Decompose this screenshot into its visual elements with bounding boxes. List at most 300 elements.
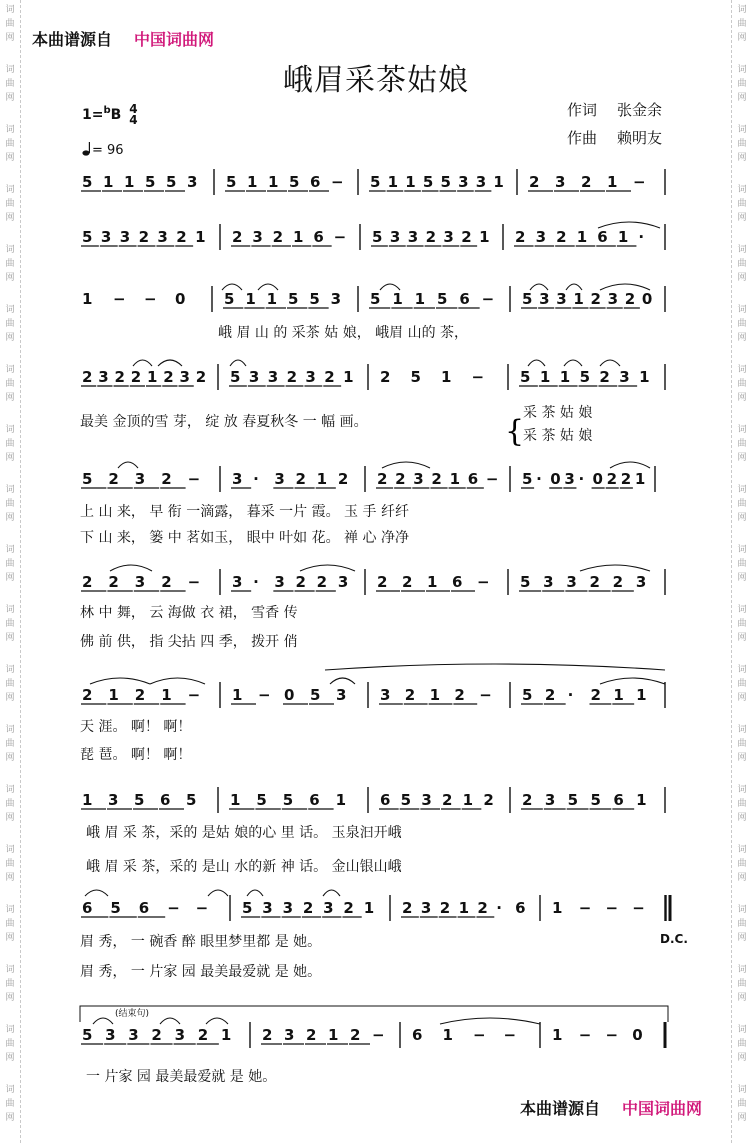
note: 6 <box>467 470 479 488</box>
note: 1 <box>392 290 403 308</box>
watermark-char: 词 <box>5 305 15 315</box>
watermark-char: 词 <box>5 965 15 975</box>
note: 5 <box>370 173 381 191</box>
note: 1 <box>82 791 93 809</box>
note: − <box>578 1026 592 1044</box>
note: 3 <box>282 899 294 917</box>
note: 1 <box>458 899 470 917</box>
note: 6 <box>380 791 391 809</box>
note: 3 <box>443 228 454 246</box>
watermark-char: 曲 <box>737 79 747 89</box>
watermark-char: 曲 <box>737 259 747 269</box>
watermark-char: 曲 <box>737 679 747 689</box>
note: 2 <box>197 1026 209 1044</box>
note: − <box>578 899 592 917</box>
note: 2 <box>556 228 567 246</box>
key-prefix: 1= <box>82 107 104 123</box>
note: 6 <box>515 899 526 917</box>
watermark-char: 曲 <box>737 799 747 809</box>
note: − <box>113 290 126 308</box>
watermark-char: 网 <box>737 513 747 523</box>
note: − <box>372 1026 385 1044</box>
note: 3 <box>330 290 342 308</box>
note: 1 <box>405 173 416 191</box>
watermark-char: 网 <box>737 693 747 703</box>
note: 6 <box>459 290 470 308</box>
note: 2 <box>151 1026 162 1044</box>
watermark-char: 词 <box>5 845 15 855</box>
note: 2 <box>612 573 624 591</box>
watermark-char: 词 <box>5 1025 15 1035</box>
note: 3 <box>389 228 401 246</box>
watermark-char: 曲 <box>5 799 15 809</box>
note: 2 <box>161 470 172 488</box>
note: 2 <box>82 368 93 386</box>
note: 2 <box>606 470 618 488</box>
note: 5 <box>186 791 197 809</box>
note: · <box>253 470 259 488</box>
note: 1 <box>573 290 584 308</box>
watermark-char: 曲 <box>5 679 15 689</box>
watermark-char: 曲 <box>737 559 747 569</box>
note: 1 <box>639 368 650 386</box>
note: 2 <box>108 470 119 488</box>
note: 5 <box>110 899 121 917</box>
note: − <box>187 573 201 591</box>
note: 3 <box>564 470 575 488</box>
slur-arc <box>247 890 263 896</box>
watermark-char: 网 <box>737 873 747 883</box>
note: 3 <box>555 173 566 191</box>
note: 2 <box>272 228 284 246</box>
note: 2 <box>515 228 526 246</box>
note: 1 <box>108 686 119 704</box>
watermark-char: 网 <box>737 933 747 943</box>
source-credit-bottom <box>520 1096 702 1119</box>
note: 5 <box>522 686 533 704</box>
note: 3 <box>543 573 554 591</box>
watermark-char: 网 <box>737 573 747 583</box>
watermark-char: 曲 <box>5 859 15 869</box>
slur-arc <box>382 462 430 468</box>
watermark-char: 网 <box>5 513 15 523</box>
watermark-char: 网 <box>5 753 15 763</box>
watermark-char: 网 <box>737 813 747 823</box>
note: 2 <box>130 368 142 386</box>
note: 2 <box>431 470 442 488</box>
lyricist-label: 作词 <box>567 101 598 119</box>
note: 5 <box>370 290 381 308</box>
note: 2 <box>402 573 413 591</box>
note: − <box>258 686 271 704</box>
note: 5 <box>437 290 448 308</box>
watermark-char: 曲 <box>5 979 15 989</box>
note: 1 <box>220 1026 232 1044</box>
watermark-char: 网 <box>737 273 747 283</box>
note: − <box>167 899 180 917</box>
note: 2 <box>108 573 119 591</box>
dc-mark: D.C. <box>660 932 688 946</box>
note: 2 <box>590 290 601 308</box>
note: 6 <box>82 899 93 917</box>
note: − <box>481 290 495 308</box>
lyric-line: 峨 眉 采 茶，采的 是山 水的新 神 话。 金山银山峨 <box>86 859 402 875</box>
note: 3 <box>284 1026 295 1044</box>
note: 2 <box>425 228 437 246</box>
note: 1 <box>363 899 375 917</box>
watermark-char: 词 <box>737 5 747 15</box>
note: 3 <box>134 573 146 591</box>
key-tonic: B <box>110 107 122 123</box>
slur-arc <box>600 678 665 684</box>
note: 2 <box>529 173 540 191</box>
note: 3 <box>458 173 469 191</box>
watermark-char: 网 <box>737 993 747 1003</box>
watermark-char: 曲 <box>737 499 747 509</box>
note: 3 <box>128 1026 139 1044</box>
note: 1 <box>576 228 588 246</box>
watermark-char: 词 <box>737 845 747 855</box>
source-site-link[interactable]: 中国词曲网 <box>134 30 215 49</box>
note: 1 <box>230 791 241 809</box>
watermark-char: 网 <box>737 393 747 403</box>
watermark-char: 词 <box>5 725 15 735</box>
watermark-char: 词 <box>737 365 747 375</box>
note: 1 <box>636 791 647 809</box>
watermark-char: 网 <box>5 573 15 583</box>
watermark-char: 曲 <box>737 319 747 329</box>
note: 6 <box>613 791 624 809</box>
note: · <box>496 899 502 917</box>
slur-arc <box>208 890 228 896</box>
note: 3 <box>232 470 243 488</box>
note: − <box>187 686 201 704</box>
watermark-char: 曲 <box>5 439 15 449</box>
watermark-char: 词 <box>737 185 747 195</box>
lyric-line: 眉 秀， 一 碗香 醉 眼里梦里都 是 她。 <box>80 934 322 950</box>
watermark-char: 网 <box>5 1053 15 1063</box>
watermark-char: 词 <box>5 1085 15 1095</box>
note: 5 <box>82 173 93 191</box>
note: 1 <box>636 686 647 704</box>
composer-label: 作曲 <box>567 129 598 147</box>
note: 2 <box>114 368 125 386</box>
note: 2 <box>404 686 416 704</box>
note: 5 <box>289 173 300 191</box>
slur-arc <box>158 360 182 366</box>
watermark-char: 词 <box>737 905 747 915</box>
note: 1 <box>552 899 563 917</box>
note: − <box>477 573 490 591</box>
note: 3 <box>544 791 556 809</box>
note: 2 <box>286 368 298 386</box>
note: · <box>638 228 645 246</box>
watermark-char: 网 <box>5 813 15 823</box>
watermark-char: 网 <box>5 33 15 43</box>
note: 1 <box>613 686 624 704</box>
note: 2 <box>306 1026 317 1044</box>
note: 6 <box>310 173 321 191</box>
slur-arc <box>440 1018 540 1024</box>
note: 3 <box>232 573 243 591</box>
note: 5 <box>82 1026 93 1044</box>
note: 3 <box>535 228 547 246</box>
slur-arc <box>118 462 138 468</box>
watermark-char: 词 <box>737 545 747 555</box>
note: 5 <box>410 368 421 386</box>
note: 2 <box>402 899 413 917</box>
watermark-char: 词 <box>737 605 747 615</box>
note: 5 <box>309 290 320 308</box>
note: 1 <box>266 290 278 308</box>
note: 3 <box>187 173 198 191</box>
note: 5 <box>520 573 531 591</box>
slur-arc <box>150 678 205 684</box>
note: · <box>567 686 574 704</box>
watermark-char: 网 <box>737 1053 747 1063</box>
note: 2 <box>442 791 453 809</box>
note: · <box>578 470 585 488</box>
note: 1 <box>103 173 114 191</box>
note: 5 <box>82 228 93 246</box>
watermark-char: 词 <box>5 905 15 915</box>
note: 3 <box>274 573 285 591</box>
note: 5 <box>567 791 579 809</box>
slur-arc <box>160 1018 180 1024</box>
note: 0 <box>592 470 603 488</box>
slur-arc <box>580 565 650 571</box>
flat-sign: b <box>103 105 111 116</box>
note: 0 <box>641 290 653 308</box>
note: 1 <box>462 791 474 809</box>
note: 5 <box>310 686 321 704</box>
watermark-char: 曲 <box>5 919 15 929</box>
slur-arc <box>85 890 108 896</box>
note: 5 <box>400 791 412 809</box>
watermark-char: 曲 <box>737 1099 747 1109</box>
watermark-char: 词 <box>737 725 747 735</box>
note: − <box>485 470 499 488</box>
lyric-line: 最美 金顶的雪 芽， 绽 放 春夏秋冬 一 幅 画。 <box>80 414 368 430</box>
note: 1 <box>617 228 629 246</box>
note: 2 <box>195 368 207 386</box>
note: 1 <box>245 290 256 308</box>
watermark-char: 曲 <box>5 499 15 509</box>
lyric-line: 采 茶 姑 娘 <box>523 405 593 421</box>
slur-arc <box>528 360 545 366</box>
lyric-line: 采 茶 姑 娘 <box>523 428 593 444</box>
watermark-char: 网 <box>5 273 15 283</box>
watermark-char: 曲 <box>737 199 747 209</box>
note: 2 <box>343 899 354 917</box>
note: 2 <box>350 1026 361 1044</box>
slur-arc <box>133 360 152 366</box>
slur-arc <box>610 462 650 468</box>
watermark-char: 网 <box>737 93 747 103</box>
song-title: 峨眉采茶姑娘 <box>283 63 469 98</box>
note: 5 <box>522 470 533 488</box>
watermark-char: 曲 <box>5 199 15 209</box>
note: 1 <box>539 368 551 386</box>
note: 6 <box>160 791 171 809</box>
note: 3 <box>108 791 119 809</box>
note: 2 <box>161 573 172 591</box>
note: − <box>473 1026 486 1044</box>
watermark-char: 曲 <box>5 1039 15 1049</box>
note: 3 <box>262 899 273 917</box>
note: 6 <box>309 791 320 809</box>
watermark-char: 词 <box>737 305 747 315</box>
note: 0 <box>284 686 295 704</box>
note: 2 <box>295 470 306 488</box>
note: 0 <box>550 470 561 488</box>
watermark-char: 网 <box>5 333 15 343</box>
watermark-char: 词 <box>737 965 747 975</box>
note: 2 <box>454 686 465 704</box>
note: 5 <box>242 899 253 917</box>
note: 3 <box>305 368 316 386</box>
note: 3 <box>619 368 630 386</box>
note: 3 <box>420 899 432 917</box>
slur-arc <box>90 678 150 684</box>
tempo-value: = 96 <box>92 143 124 158</box>
slur-arc <box>93 1018 113 1024</box>
note: 2 <box>377 470 388 488</box>
watermark-char: 曲 <box>737 619 747 629</box>
lyricist-name: 张金余 <box>617 101 663 119</box>
note: 6 <box>412 1026 423 1044</box>
note: 5 <box>579 368 591 386</box>
watermark-char: 词 <box>737 785 747 795</box>
note: 2 <box>176 228 187 246</box>
verse-brace: { <box>505 414 525 449</box>
note: 2 <box>82 686 93 704</box>
note: 3 <box>566 573 577 591</box>
watermark-char: 曲 <box>737 979 747 989</box>
watermark-char: 网 <box>5 873 15 883</box>
slur-arc <box>564 360 582 366</box>
watermark-char: 网 <box>737 753 747 763</box>
note: 3 <box>274 470 285 488</box>
watermark-char: 曲 <box>5 19 15 29</box>
watermark-char: 网 <box>5 453 15 463</box>
note: 2 <box>581 173 592 191</box>
lyric-line: 天 涯。 啊！ 啊！ <box>80 719 192 735</box>
slur-arc <box>206 1018 228 1024</box>
note: 2 <box>380 368 391 386</box>
note: 3 <box>323 899 334 917</box>
watermark-char: 网 <box>5 93 15 103</box>
watermark-char: 词 <box>737 665 747 675</box>
note: − <box>605 899 619 917</box>
note: 2 <box>590 686 601 704</box>
note: 1 <box>82 290 93 308</box>
note: 1 <box>161 686 172 704</box>
watermark-char: 词 <box>737 425 747 435</box>
watermark-char: 网 <box>737 33 747 43</box>
note: 1 <box>195 228 206 246</box>
watermark-char: 网 <box>5 213 15 223</box>
note: 2 <box>599 368 610 386</box>
note: 3 <box>407 228 419 246</box>
lyric-line: 佛 前 供， 指 尖拈 四 季， 拨开 俏 <box>80 634 298 650</box>
note: 3 <box>475 173 487 191</box>
note: − <box>195 899 209 917</box>
watermark-char: 词 <box>5 545 15 555</box>
note: 1 <box>441 368 452 386</box>
note: − <box>471 368 485 386</box>
time-top: 4 <box>129 102 138 116</box>
note: 3 <box>174 1026 186 1044</box>
watermark-char: 词 <box>5 5 15 15</box>
watermark-char: 曲 <box>737 739 747 749</box>
note: 3 <box>337 573 349 591</box>
note: − <box>479 686 492 704</box>
note: 1 <box>449 470 461 488</box>
note: 1 <box>634 470 646 488</box>
slur-arc <box>330 678 355 684</box>
note: 1 <box>316 470 328 488</box>
note: 3 <box>248 368 260 386</box>
note: 5 <box>82 470 93 488</box>
watermark-char: 词 <box>5 245 15 255</box>
note: 5 <box>372 228 383 246</box>
note: 3 <box>267 368 279 386</box>
note: − <box>633 173 646 191</box>
slur-arc <box>600 360 620 366</box>
note: 3 <box>179 368 190 386</box>
note: − <box>605 1026 619 1044</box>
note: 6 <box>313 228 324 246</box>
note: 5 <box>522 290 533 308</box>
note: 1 <box>414 290 426 308</box>
note: · <box>536 470 542 488</box>
note: 6 <box>138 899 150 917</box>
watermark-char: 曲 <box>5 139 15 149</box>
note: − <box>632 899 645 917</box>
note: 2 <box>316 573 328 591</box>
note: 2 <box>295 573 306 591</box>
note: 1 <box>328 1026 339 1044</box>
watermark-char: 词 <box>5 605 15 615</box>
note: 2 <box>302 899 314 917</box>
note: 3 <box>134 470 146 488</box>
note: 3 <box>380 686 391 704</box>
note: 1 <box>343 368 354 386</box>
note: 2 <box>134 686 146 704</box>
composer-name: 赖明友 <box>617 129 663 147</box>
note: 5 <box>282 791 294 809</box>
slur-arc <box>323 890 340 896</box>
watermark-char: 曲 <box>737 439 747 449</box>
watermark-char: 网 <box>5 633 15 643</box>
slur-arc <box>300 565 355 571</box>
note: 1 <box>268 173 279 191</box>
watermark-char: 曲 <box>5 379 15 389</box>
note: 2 <box>82 573 93 591</box>
note: · <box>253 573 259 591</box>
note: 3 <box>100 228 112 246</box>
note: 5 <box>166 173 177 191</box>
watermark-char: 曲 <box>5 259 15 269</box>
source-site-link-bottom[interactable]: 中国词曲网 <box>622 1099 703 1118</box>
note: − <box>187 470 201 488</box>
watermark-char: 曲 <box>737 19 747 29</box>
lyric-line: 峨 眉 山 的 采茶 姑 娘， 峨眉 山的 茶， <box>218 325 469 341</box>
note: 3 <box>98 368 109 386</box>
note: 3 <box>556 290 567 308</box>
watermark-char: 网 <box>737 213 747 223</box>
